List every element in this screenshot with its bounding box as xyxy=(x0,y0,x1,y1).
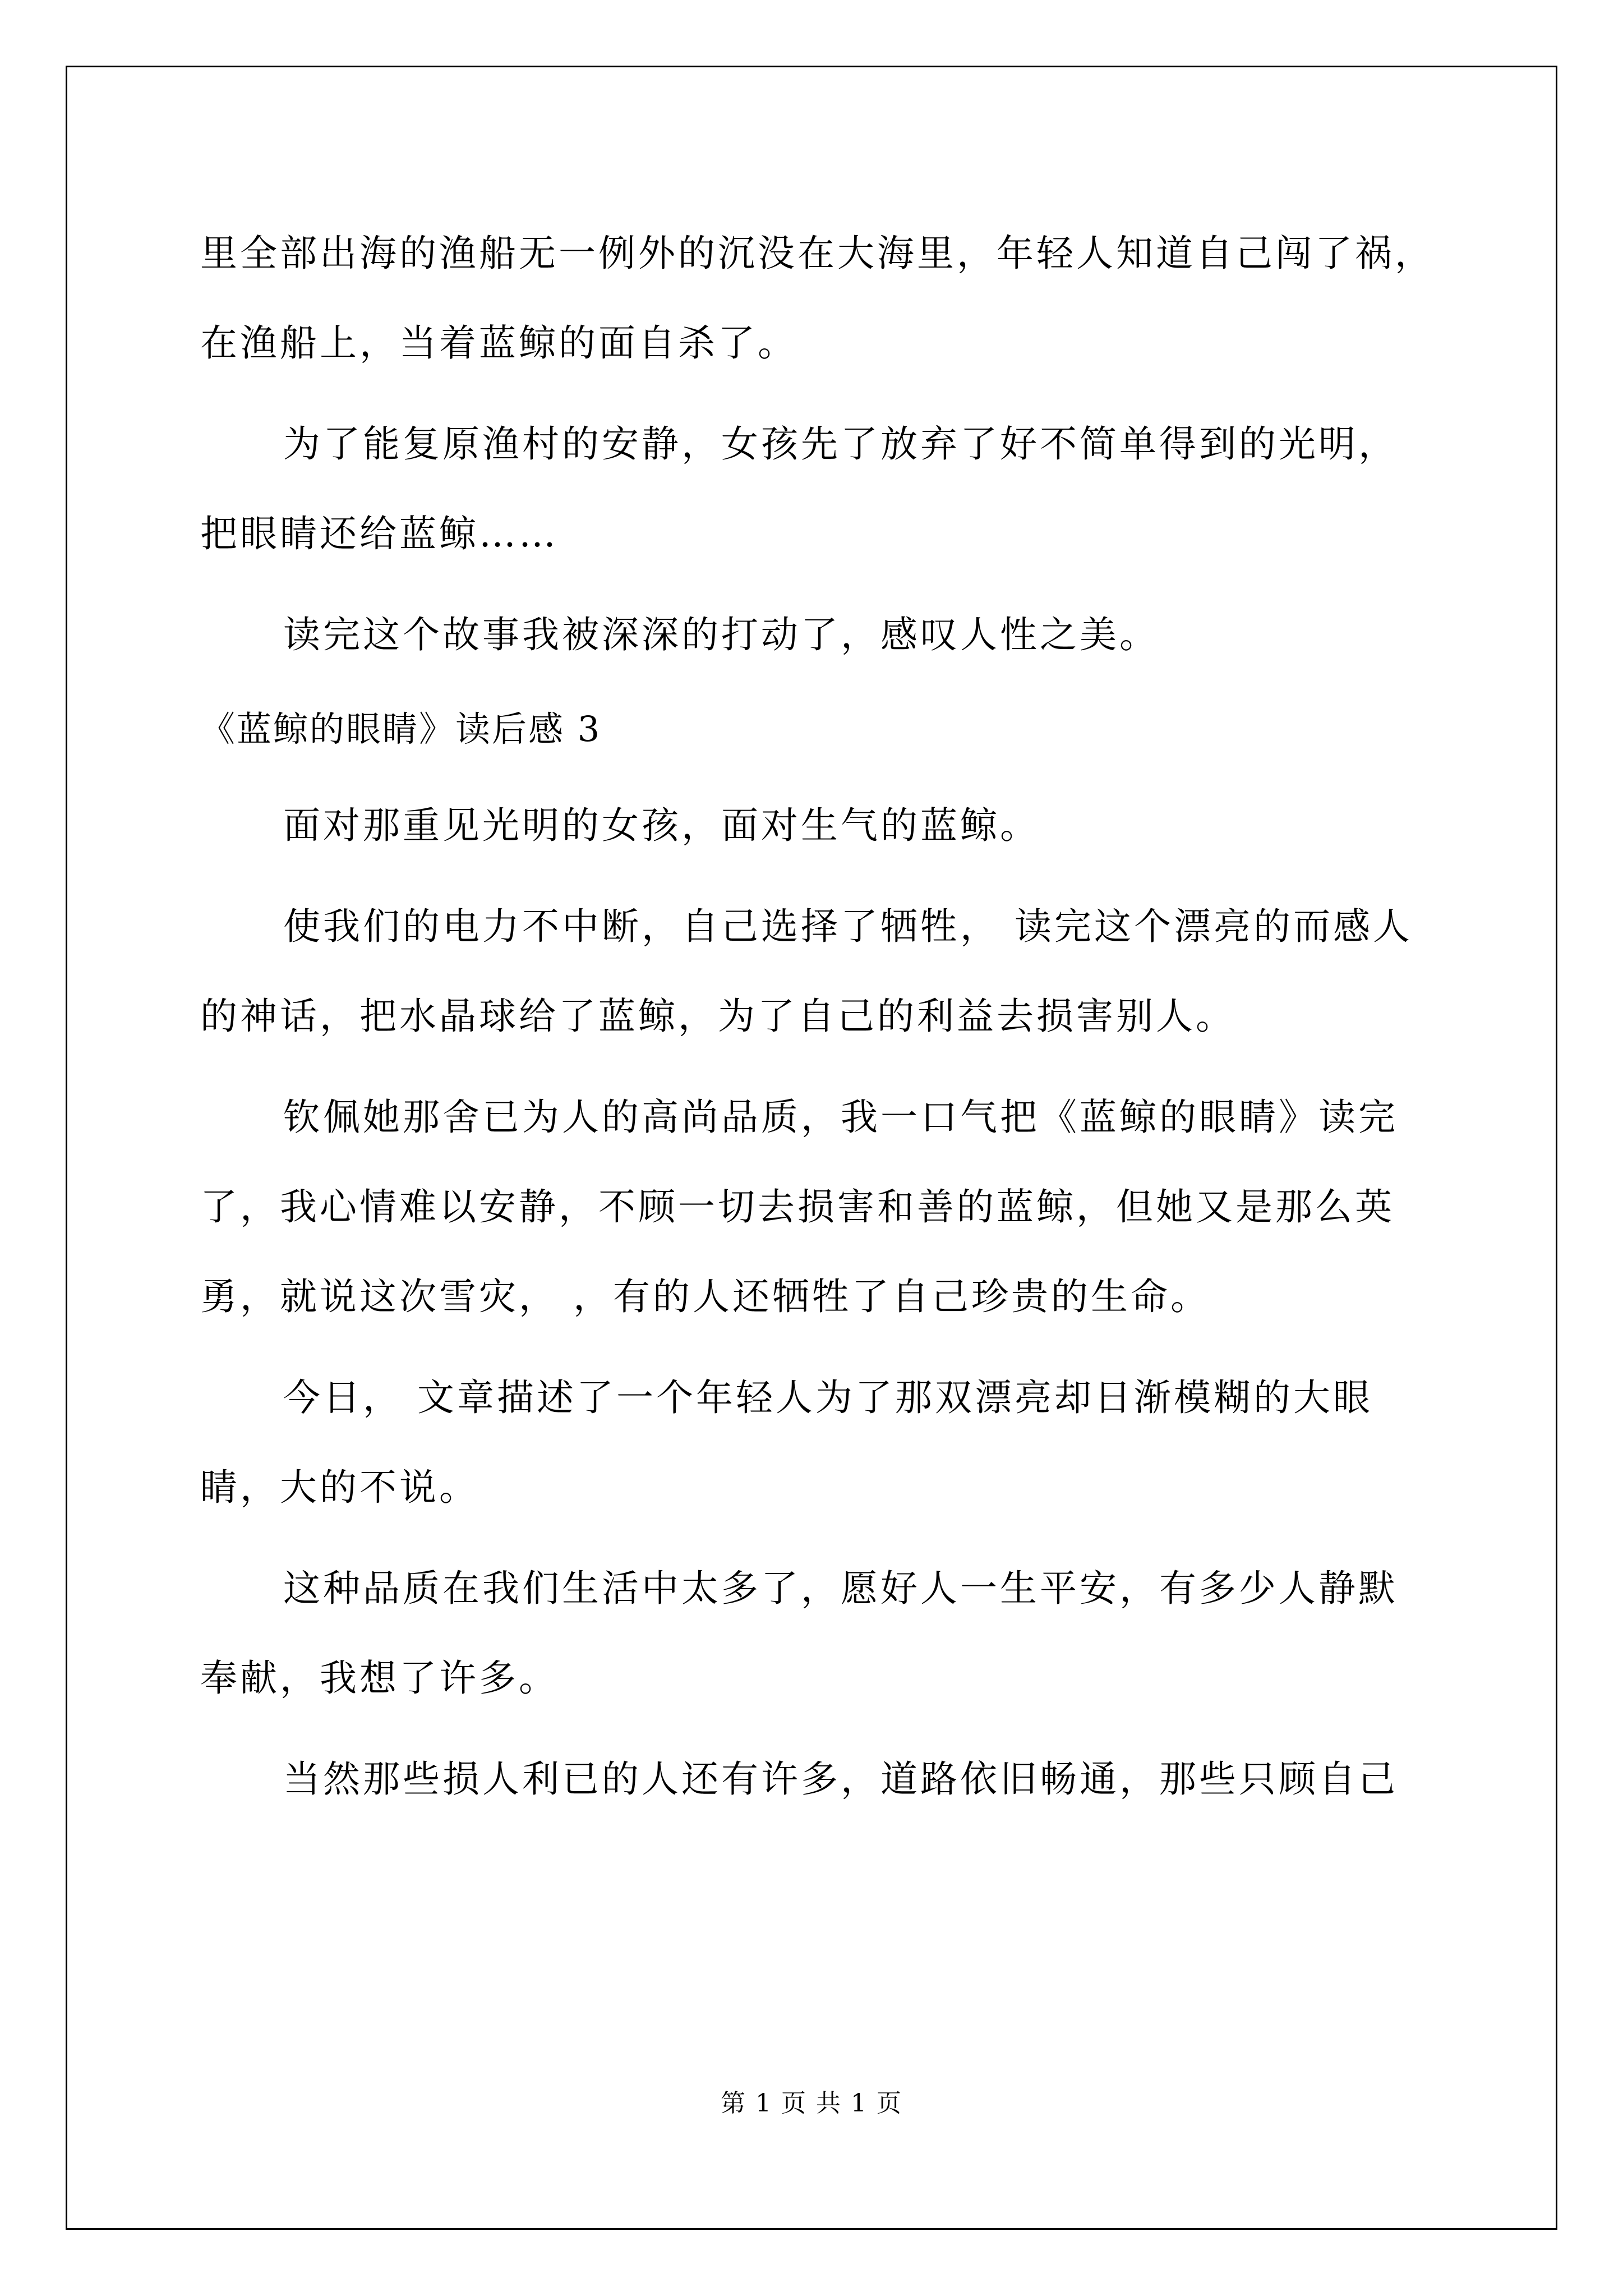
text-line: 使我们的电力不中断，自己选择了牺牲， 读完这个漂亮的而感人 xyxy=(283,905,1413,948)
text-line: 为了能复原渔村的安静，女孩先了放弃了好不简单得到的光明， xyxy=(283,422,1398,466)
page-footer: 第 1 页 共 1 页 xyxy=(721,2089,902,2118)
text-line: 面对那重见光明的女孩，面对生气的蓝鲸。 xyxy=(283,804,1040,847)
text-line: 睛，大的不说。 xyxy=(200,1466,479,1509)
text-line: 里全部出海的渔船无一例外的沉没在大海里，年轻人知道自己闯了祸， xyxy=(200,232,1435,275)
section-heading: 《蓝鲸的眼睛》读后感 3 xyxy=(200,708,602,749)
text-line: 钦佩她那舍已为人的高尚品质，我一口气把《蓝鲸的眼睛》读完 xyxy=(283,1096,1398,1139)
text-line: 今日， 文章描述了一个年轻人为了那双漂亮却日渐模糊的大眼 xyxy=(283,1376,1373,1419)
text-line: 的神话，把水晶球给了蓝鲸，为了自己的利益去损害别人。 xyxy=(200,995,1235,1038)
text-line: 奉献，我想了许多。 xyxy=(200,1657,559,1700)
text-line: 读完这个故事我被深深的打动了，感叹人性之美。 xyxy=(283,613,1159,656)
text-line: 勇，就说这次雪灾， ，有的人还牺牲了自己珍贵的生命。 xyxy=(200,1275,1210,1318)
text-line: 把眼睛还给蓝鲸…… xyxy=(200,512,559,555)
text-line: 当然那些损人利已的人还有许多，道路依旧畅通，那些只顾自己 xyxy=(283,1757,1398,1801)
text-line: 了，我心情难以安静，不顾一切去损害和善的蓝鲸，但她又是那么英 xyxy=(200,1185,1395,1228)
page-border xyxy=(66,66,1557,2230)
text-line: 这种品质在我们生活中太多了，愿好人一生平安，有多少人静默 xyxy=(283,1567,1398,1610)
text-line: 在渔船上，当着蓝鲸的面自杀了。 xyxy=(200,321,797,365)
